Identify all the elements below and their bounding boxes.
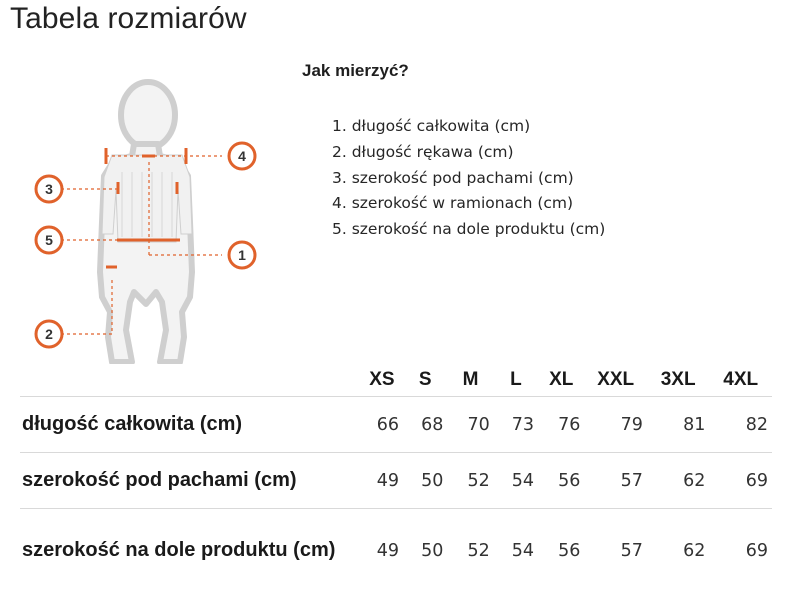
row-label: długość całkowita (cm): [22, 413, 243, 435]
table-cell: 50: [421, 470, 444, 491]
table-row: [20, 397, 772, 453]
table-cell: 73: [511, 414, 535, 435]
svg-text:3: 3: [45, 181, 53, 197]
table-cell: 52: [467, 470, 490, 491]
table-cell: 49: [376, 470, 400, 491]
table-header-blank: [20, 363, 361, 397]
table-cell: 57: [620, 470, 643, 491]
measurement-item: 4. szerokość w ramionach (cm): [332, 194, 574, 213]
how-to-measure-heading: Jak mierzyć?: [302, 61, 409, 80]
size-header: L: [510, 368, 522, 390]
table-cell: 79: [620, 414, 643, 435]
table-row: [20, 453, 772, 509]
table-cell: 57: [620, 540, 643, 561]
table-cell: 76: [558, 414, 581, 435]
marker-2: [36, 321, 62, 347]
measurement-list: [332, 114, 605, 243]
row-label: szerokość pod pachami (cm): [22, 469, 297, 491]
table-header-row: [20, 363, 772, 397]
size-header: XXL: [597, 368, 635, 390]
table-cell: 81: [683, 414, 706, 435]
body-measurement-figure: [22, 72, 272, 364]
table-row: [20, 509, 772, 593]
table-cell: 68: [421, 414, 444, 435]
size-header: 3XL: [660, 368, 696, 390]
measurement-item: 5. szerokość na dole produktu (cm): [332, 220, 606, 239]
svg-text:4: 4: [238, 148, 246, 164]
table-cell: 54: [511, 470, 535, 491]
table-cell: 50: [421, 540, 444, 561]
size-header: XS: [369, 368, 395, 390]
marker-5: [36, 227, 62, 253]
measurement-item: 2. długość rękawa (cm): [332, 142, 514, 161]
marker-3: [36, 176, 62, 202]
table-cell: 54: [511, 540, 535, 561]
marker-1: [229, 242, 255, 268]
table-cell: 69: [745, 470, 768, 491]
table-cell: 70: [467, 414, 490, 435]
table-cell: 62: [683, 470, 706, 491]
size-header: 4XL: [723, 368, 759, 390]
measurement-item: 1. długość całkowita (cm): [332, 117, 531, 135]
size-header: M: [462, 368, 479, 390]
table-cell: 69: [745, 540, 768, 561]
table-cell: 66: [376, 414, 400, 435]
table-cell: 62: [683, 540, 706, 561]
page-title: Tabela rozmiarów: [10, 2, 247, 35]
table-cell: 49: [376, 540, 400, 561]
marker-4: [229, 143, 255, 169]
table-cell: 82: [745, 414, 768, 435]
size-header: S: [418, 368, 432, 390]
svg-text:1: 1: [238, 247, 246, 263]
table-cell: 56: [558, 540, 581, 561]
size-table: [20, 363, 772, 593]
table-cell: 52: [467, 540, 490, 561]
size-header: XL: [549, 368, 574, 390]
table-cell: 56: [558, 470, 581, 491]
measurement-item: 3. szerokość pod pachami (cm): [332, 168, 574, 187]
svg-text:2: 2: [45, 326, 53, 342]
row-label: szerokość na dole produktu (cm): [22, 539, 336, 562]
svg-text:5: 5: [45, 232, 53, 248]
